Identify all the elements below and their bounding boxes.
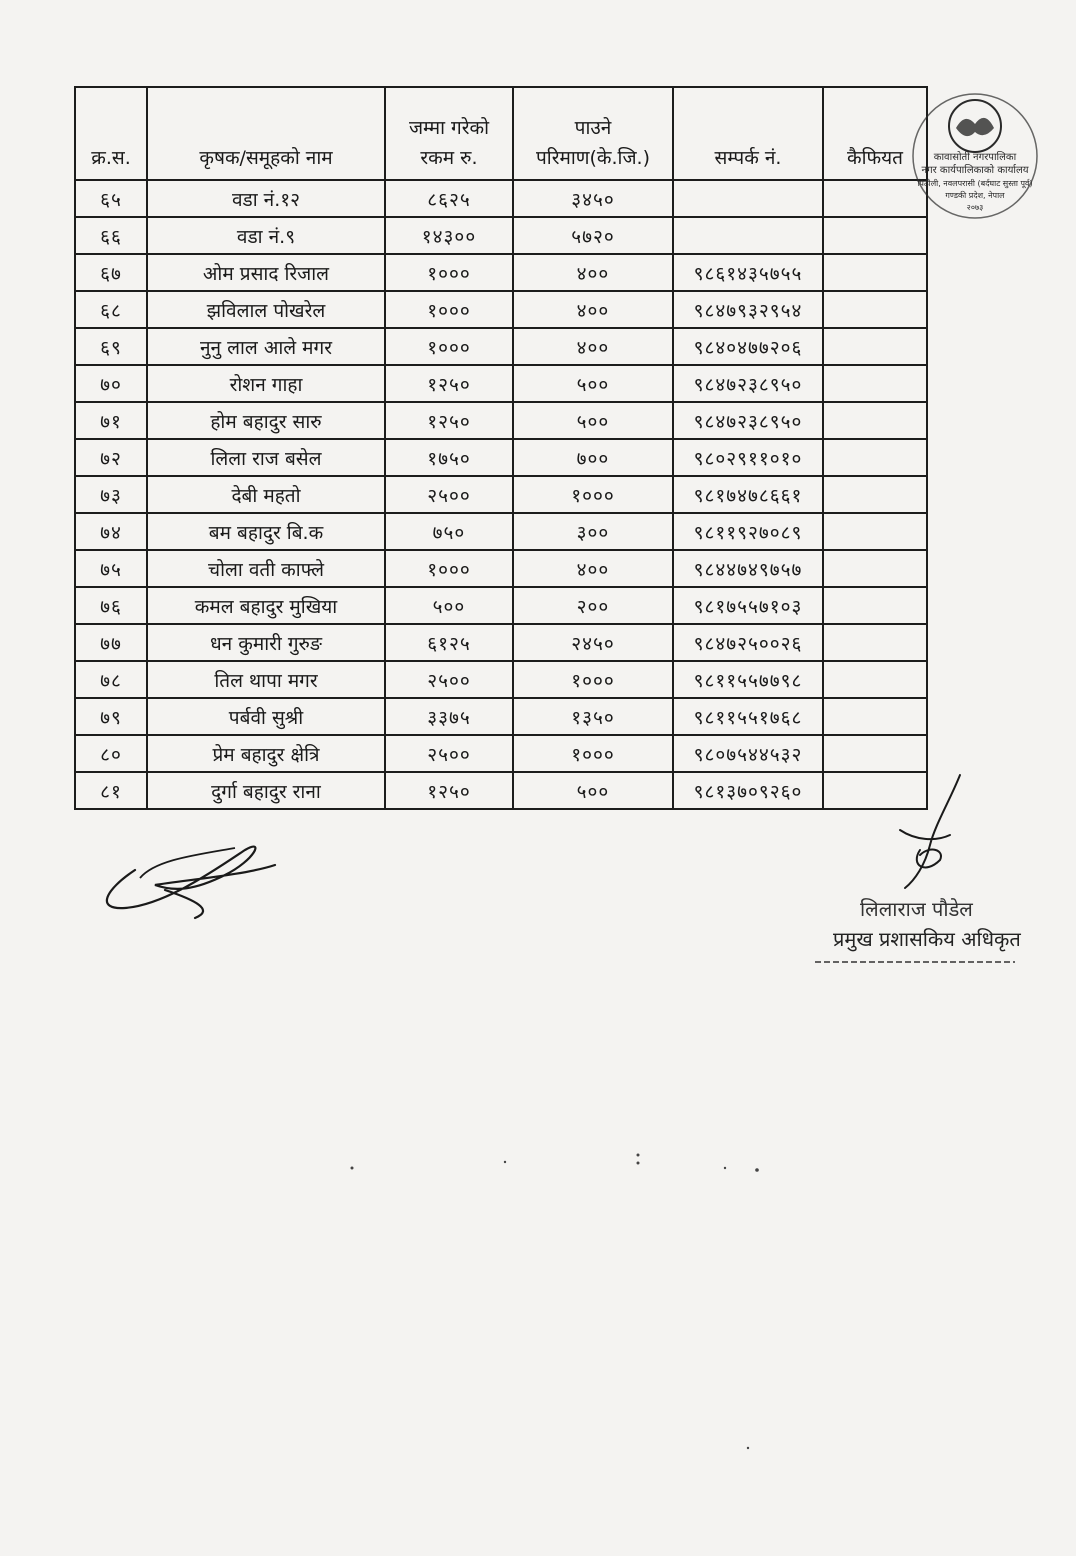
cell-qty: १००० bbox=[513, 476, 673, 513]
header-sn: क्र.स. bbox=[75, 87, 147, 180]
cell-name: कमल बहादुर मुखिया bbox=[147, 587, 385, 624]
cell-amount: १००० bbox=[385, 328, 513, 365]
cell-amount: १२५० bbox=[385, 772, 513, 809]
cell-sn: ७५ bbox=[75, 550, 147, 587]
cell-sn: ७९ bbox=[75, 698, 147, 735]
header-amount-line2: रकम रु. bbox=[420, 147, 478, 169]
cell-qty: ४०० bbox=[513, 254, 673, 291]
cell-amount: १००० bbox=[385, 254, 513, 291]
cell-sn: ७२ bbox=[75, 439, 147, 476]
officer-title: प्रमुख प्रशासकिय अधिकृत bbox=[833, 927, 1021, 951]
cell-qty: ४०० bbox=[513, 328, 673, 365]
cell-name: वडा नं.९ bbox=[147, 217, 385, 254]
cell-qty: १००० bbox=[513, 661, 673, 698]
cell-amount: २५०० bbox=[385, 661, 513, 698]
cell-name: धन कुमारी गुरुङ bbox=[147, 624, 385, 661]
seal-line4: गण्डकी प्रदेश, नेपाल bbox=[945, 191, 1005, 200]
cell-contact: ९८४०४७७२०६ bbox=[673, 328, 823, 365]
cell-amount: १४३०० bbox=[385, 217, 513, 254]
cell-sn: ७६ bbox=[75, 587, 147, 624]
cell-contact: ९८४७९३२९५४ bbox=[673, 291, 823, 328]
cell-sn: ७३ bbox=[75, 476, 147, 513]
cell-amount: २५०० bbox=[385, 735, 513, 772]
cell-name: नुनु लाल आले मगर bbox=[147, 328, 385, 365]
cell-qty: २०० bbox=[513, 587, 673, 624]
cell-amount: ८६२५ bbox=[385, 180, 513, 217]
header-qty-line2: परिमाण(के.जि.) bbox=[535, 147, 651, 169]
cell-amount: ७५० bbox=[385, 513, 513, 550]
cell-qty: ३०० bbox=[513, 513, 673, 550]
cell-name: पर्बवी सुश्री bbox=[147, 698, 385, 735]
cell-name: दुर्गा बहादुर राना bbox=[147, 772, 385, 809]
cell-name: होम बहादुर सारु bbox=[147, 402, 385, 439]
cell-contact: ९८४७२५००२६ bbox=[673, 624, 823, 661]
cell-sn: ६८ bbox=[75, 291, 147, 328]
cell-qty: ७०० bbox=[513, 439, 673, 476]
cell-qty: २४५० bbox=[513, 624, 673, 661]
cell-sn: ७८ bbox=[75, 661, 147, 698]
cell-contact: ९८११९२७०८९ bbox=[673, 513, 823, 550]
cell-amount: १२५० bbox=[385, 365, 513, 402]
cell-amount: १००० bbox=[385, 291, 513, 328]
cell-sn: ७७ bbox=[75, 624, 147, 661]
header-remarks: कैफियत bbox=[823, 87, 927, 180]
cell-sn: ६६ bbox=[75, 217, 147, 254]
cell-sn: ८० bbox=[75, 735, 147, 772]
cell-amount: ३३७५ bbox=[385, 698, 513, 735]
cell-qty: ३४५० bbox=[513, 180, 673, 217]
seal-line1: कावासोती नगरपालिका bbox=[933, 152, 1017, 163]
seal-line3: पिठौली, नवलपरासी (बर्दघाट सुस्ता पूर्व) bbox=[917, 179, 1033, 188]
cell-contact: ९८०२९११०१० bbox=[673, 439, 823, 476]
header-contact: सम्पर्क नं. bbox=[673, 87, 823, 180]
cell-sn: ६७ bbox=[75, 254, 147, 291]
cell-name: देबी महतो bbox=[147, 476, 385, 513]
cell-name: वडा नं.१२ bbox=[147, 180, 385, 217]
cell-amount: १००० bbox=[385, 550, 513, 587]
cell-qty: ४०० bbox=[513, 291, 673, 328]
cell-contact: ९८०७५४४५३२ bbox=[673, 735, 823, 772]
cell-name: तिल थापा मगर bbox=[147, 661, 385, 698]
header-amount-line1: जम्मा गरेको bbox=[408, 117, 490, 139]
cell-qty: १३५० bbox=[513, 698, 673, 735]
cell-sn: ६९ bbox=[75, 328, 147, 365]
cell-name: बम बहादुर बि.क bbox=[147, 513, 385, 550]
cell-qty: ४०० bbox=[513, 550, 673, 587]
cell-qty: ५०० bbox=[513, 402, 673, 439]
cell-contact: ९८१३७०९२६० bbox=[673, 772, 823, 809]
cell-sn: ७१ bbox=[75, 402, 147, 439]
cell-name: ओम प्रसाद रिजाल bbox=[147, 254, 385, 291]
cell-qty: १००० bbox=[513, 735, 673, 772]
cell-name: झविलाल पोखरेल bbox=[147, 291, 385, 328]
cell-name: प्रेम बहादुर क्षेत्रि bbox=[147, 735, 385, 772]
cell-contact: ९८६१४३५७५५ bbox=[673, 254, 823, 291]
cell-contact: ९८४७२३८९५० bbox=[673, 365, 823, 402]
cell-amount: ६१२५ bbox=[385, 624, 513, 661]
cell-contact: ९८१७५५७१०३ bbox=[673, 587, 823, 624]
cell-contact: ९८४४७४९७५७ bbox=[673, 550, 823, 587]
cell-sn: ७४ bbox=[75, 513, 147, 550]
cell-amount: १२५० bbox=[385, 402, 513, 439]
cell-contact: ९८४७२३८९५० bbox=[673, 402, 823, 439]
cell-amount: २५०० bbox=[385, 476, 513, 513]
cell-qty: ५७२० bbox=[513, 217, 673, 254]
cell-sn: ७० bbox=[75, 365, 147, 402]
cell-amount: ५०० bbox=[385, 587, 513, 624]
cell-name: चोला वती काफ्ले bbox=[147, 550, 385, 587]
cell-contact: ९८११५५१७६८ bbox=[673, 698, 823, 735]
cell-qty: ५०० bbox=[513, 365, 673, 402]
cell-name: लिला राज बसेल bbox=[147, 439, 385, 476]
cell-name: रोशन गाहा bbox=[147, 365, 385, 402]
cell-contact: ९८१७४७८६६१ bbox=[673, 476, 823, 513]
cell-contact: ९८११५५७७९८ bbox=[673, 661, 823, 698]
seal-line2: नगर कार्यपालिकाको कार्यालय bbox=[921, 165, 1029, 176]
officer-name: लिलाराज पौडेल bbox=[860, 897, 973, 921]
cell-sn: ६५ bbox=[75, 180, 147, 217]
header-name: कृषक/समूहको नाम bbox=[147, 87, 385, 180]
seal-line5: २०७३ bbox=[966, 203, 984, 212]
cell-amount: १७५० bbox=[385, 439, 513, 476]
cell-qty: ५०० bbox=[513, 772, 673, 809]
header-qty-line1: पाउने bbox=[574, 117, 612, 139]
cell-sn: ८१ bbox=[75, 772, 147, 809]
